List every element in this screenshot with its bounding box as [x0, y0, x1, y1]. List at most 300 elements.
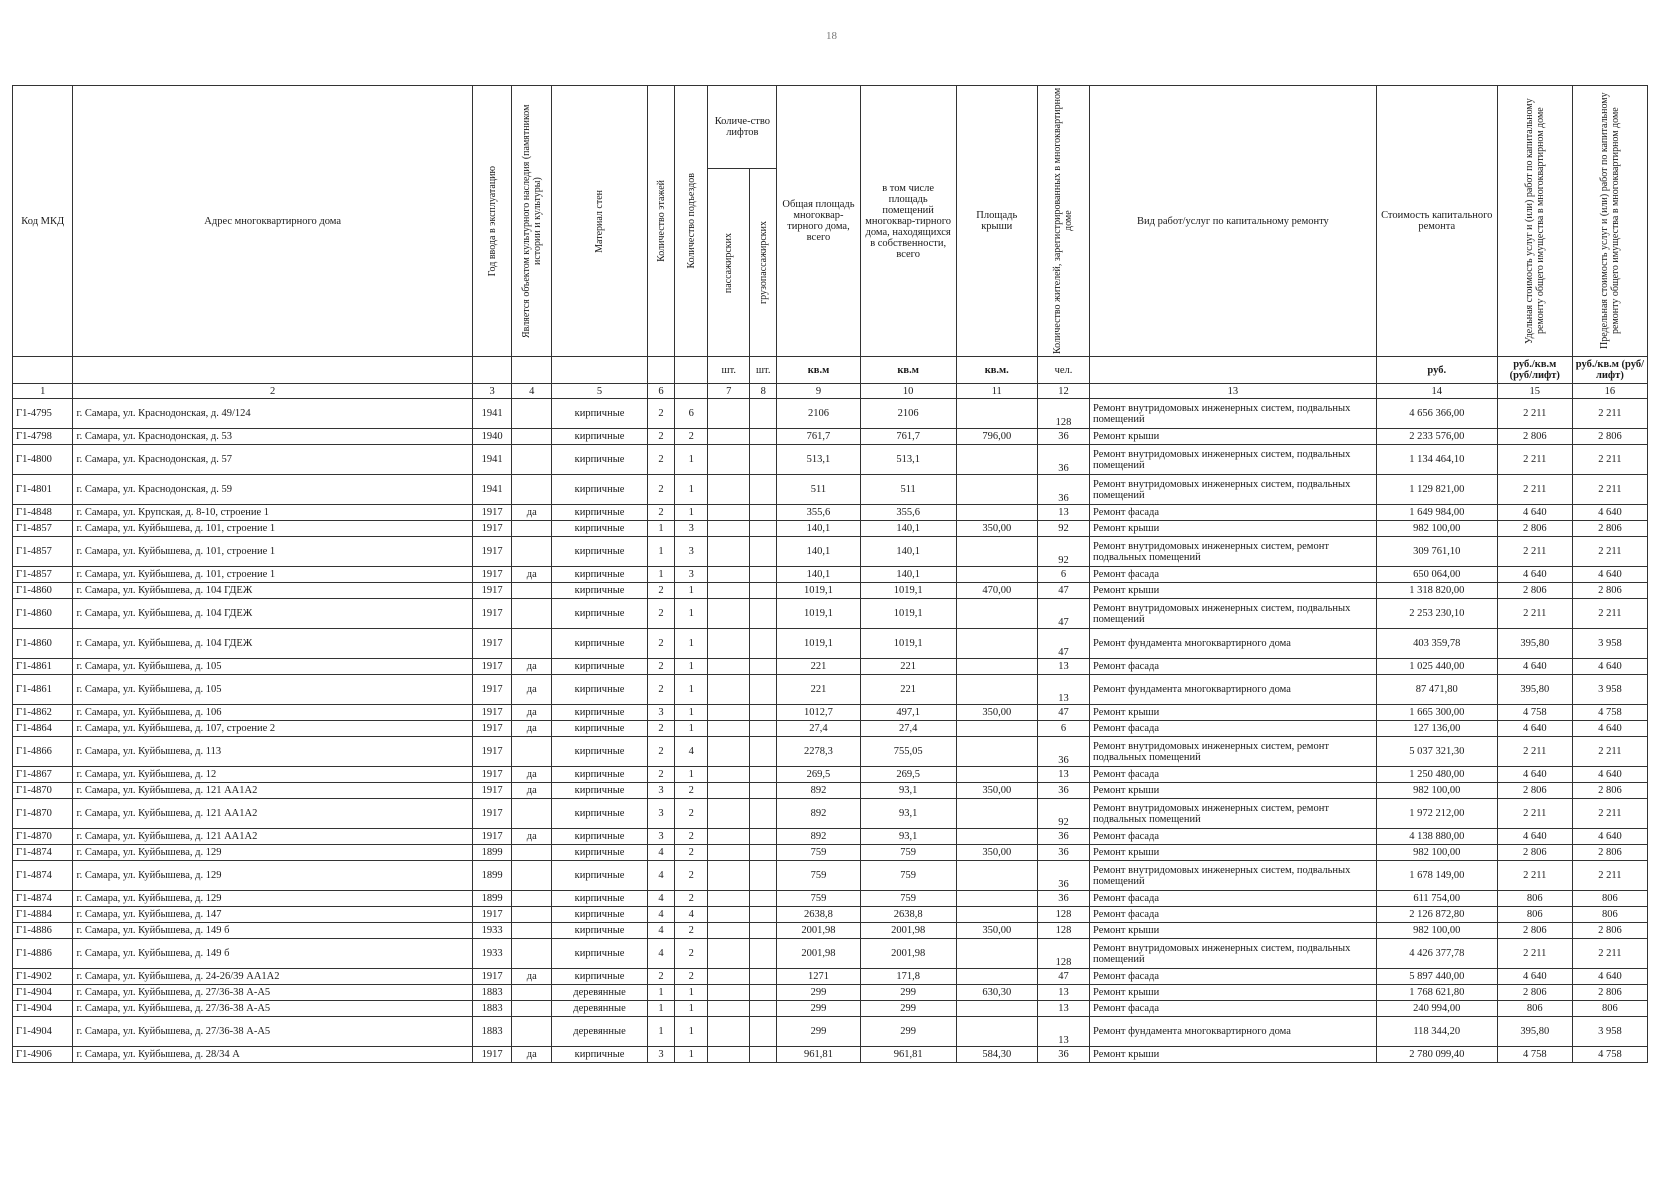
cell-unit-cost: 806	[1497, 907, 1572, 923]
cell-entrances: 2	[675, 845, 708, 861]
cell-year: 1941	[472, 445, 512, 475]
cell-code: Г1-4800	[13, 445, 73, 475]
cell-roof-area	[956, 445, 1037, 475]
cell-address: г. Самара, ул. Куйбышева, д. 121 АА1А2	[73, 783, 472, 799]
cell-roof-area: 630,30	[956, 985, 1037, 1001]
cell-floors: 4	[647, 891, 674, 907]
cell-lifts-passenger	[708, 583, 750, 599]
cell-total-area: 892	[777, 783, 860, 799]
cell-year: 1917	[472, 829, 512, 845]
cell-lifts-cargo	[750, 599, 777, 629]
cell-heritage: да	[512, 767, 552, 783]
cell-lifts-cargo	[750, 969, 777, 985]
cell-owned-area: 93,1	[860, 829, 956, 845]
cell-floors: 2	[647, 429, 674, 445]
cell-lifts-passenger	[708, 907, 750, 923]
cell-unit-cost: 2 806	[1497, 783, 1572, 799]
col-work-type-header: Вид работ/услуг по капитальному ремонту	[1090, 86, 1377, 357]
cell-work-type: Ремонт внутридомовых инженерных систем, подвальных помещений	[1090, 475, 1377, 505]
cell-work-type: Ремонт фасада	[1090, 659, 1377, 675]
cell-roof-area: 350,00	[956, 923, 1037, 939]
cell-max-cost: 2 806	[1572, 583, 1647, 599]
cell-residents: 128	[1037, 399, 1089, 429]
cell-year: 1917	[472, 1047, 512, 1063]
cell-roof-area	[956, 939, 1037, 969]
cell-unit-cost: 2 806	[1497, 429, 1572, 445]
cell-residents: 36	[1037, 829, 1089, 845]
table-row	[13, 721, 1648, 737]
cell-address: г. Самара, ул. Краснодонская, д. 49/124	[73, 399, 472, 429]
cell-material: кирпичные	[552, 429, 648, 445]
cell-year: 1917	[472, 907, 512, 923]
table-row	[13, 429, 1648, 445]
cell-heritage: да	[512, 969, 552, 985]
cell-owned-area: 759	[860, 891, 956, 907]
cell-code: Г1-4904	[13, 1001, 73, 1017]
cell-roof-area	[956, 399, 1037, 429]
cell-work-type: Ремонт внутридомовых инженерных систем, ремонт подвальных помещений	[1090, 537, 1377, 567]
table-row	[13, 599, 1648, 629]
cell-year: 1917	[472, 705, 512, 721]
cell-total-area: 1019,1	[777, 599, 860, 629]
cell-owned-area: 755,05	[860, 737, 956, 767]
cell-code: Г1-4848	[13, 505, 73, 521]
cell-heritage	[512, 629, 552, 659]
cell-entrances: 4	[675, 907, 708, 923]
cell-floors: 2	[647, 583, 674, 599]
cell-work-type: Ремонт фундамента многоквартирного дома	[1090, 1017, 1377, 1047]
cell-lifts-cargo	[750, 399, 777, 429]
table-row	[13, 985, 1648, 1001]
cell-lifts-cargo	[750, 845, 777, 861]
cell-max-cost: 2 806	[1572, 845, 1647, 861]
cell-lifts-cargo	[750, 567, 777, 583]
cell-owned-area: 2638,8	[860, 907, 956, 923]
cell-lifts-passenger	[708, 767, 750, 783]
cell-year: 1941	[472, 399, 512, 429]
cell-work-type: Ремонт крыши	[1090, 783, 1377, 799]
cell-work-type: Ремонт фасада	[1090, 567, 1377, 583]
cell-work-type: Ремонт фундамента многоквартирного дома	[1090, 629, 1377, 659]
cell-address: г. Самара, ул. Краснодонская, д. 57	[73, 445, 472, 475]
cell-material: деревянные	[552, 1017, 648, 1047]
cell-heritage	[512, 907, 552, 923]
cell-year: 1917	[472, 659, 512, 675]
cell-owned-area: 299	[860, 1017, 956, 1047]
cell-total-area: 2106	[777, 399, 860, 429]
cell-floors: 2	[647, 399, 674, 429]
cell-cost: 982 100,00	[1376, 783, 1497, 799]
cell-residents: 36	[1037, 861, 1089, 891]
cell-total-area: 2638,8	[777, 907, 860, 923]
cell-owned-area: 221	[860, 659, 956, 675]
table-row	[13, 799, 1648, 829]
cell-unit-cost: 2 806	[1497, 985, 1572, 1001]
cell-address: г. Самара, ул. Куйбышева, д. 113	[73, 737, 472, 767]
cell-entrances: 2	[675, 939, 708, 969]
cell-max-cost: 2 211	[1572, 475, 1647, 505]
cell-material: кирпичные	[552, 599, 648, 629]
cell-unit-cost: 2 211	[1497, 537, 1572, 567]
cell-cost: 982 100,00	[1376, 521, 1497, 537]
cell-work-type: Ремонт крыши	[1090, 985, 1377, 1001]
cell-code: Г1-4874	[13, 891, 73, 907]
cell-unit-cost: 2 211	[1497, 399, 1572, 429]
cell-work-type: Ремонт крыши	[1090, 521, 1377, 537]
cell-lifts-passenger	[708, 799, 750, 829]
cell-lifts-passenger	[708, 969, 750, 985]
cell-work-type: Ремонт фасада	[1090, 891, 1377, 907]
table-row	[13, 923, 1648, 939]
cell-entrances: 6	[675, 399, 708, 429]
cell-material: кирпичные	[552, 521, 648, 537]
cell-year: 1899	[472, 891, 512, 907]
cell-total-area: 27,4	[777, 721, 860, 737]
cell-heritage	[512, 939, 552, 969]
cell-year: 1899	[472, 861, 512, 891]
col-cost-header: Стоимость капитального ремонта	[1376, 86, 1497, 357]
cell-max-cost: 2 806	[1572, 923, 1647, 939]
cell-year: 1940	[472, 429, 512, 445]
cell-max-cost: 2 806	[1572, 985, 1647, 1001]
cell-material: кирпичные	[552, 505, 648, 521]
cell-unit-cost: 4 640	[1497, 829, 1572, 845]
cell-entrances: 1	[675, 583, 708, 599]
cell-lifts-passenger	[708, 659, 750, 675]
cell-residents: 92	[1037, 537, 1089, 567]
table-row	[13, 659, 1648, 675]
cell-heritage: да	[512, 567, 552, 583]
cell-max-cost: 2 211	[1572, 861, 1647, 891]
cell-roof-area	[956, 537, 1037, 567]
col-address-header: Адрес многоквартирного дома	[73, 86, 472, 357]
cell-owned-area: 355,6	[860, 505, 956, 521]
cell-lifts-cargo	[750, 675, 777, 705]
cell-cost: 2 233 576,00	[1376, 429, 1497, 445]
cell-entrances: 4	[675, 737, 708, 767]
cell-work-type: Ремонт внутридомовых инженерных систем, подвальных помещений	[1090, 861, 1377, 891]
cell-address: г. Самара, ул. Куйбышева, д. 129	[73, 861, 472, 891]
cell-entrances: 1	[675, 599, 708, 629]
cell-total-area: 759	[777, 891, 860, 907]
cell-lifts-cargo	[750, 891, 777, 907]
cell-work-type: Ремонт внутридомовых инженерных систем, подвальных помещений	[1090, 445, 1377, 475]
cell-owned-area: 759	[860, 845, 956, 861]
cell-lifts-passenger	[708, 537, 750, 567]
cell-lifts-passenger	[708, 399, 750, 429]
cell-entrances: 1	[675, 705, 708, 721]
table-row	[13, 1047, 1648, 1063]
cell-heritage	[512, 599, 552, 629]
cell-cost: 4 138 880,00	[1376, 829, 1497, 845]
cell-roof-area	[956, 599, 1037, 629]
cell-year: 1917	[472, 737, 512, 767]
cell-roof-area	[956, 1001, 1037, 1017]
cell-year: 1917	[472, 767, 512, 783]
cell-address: г. Самара, ул. Краснодонская, д. 59	[73, 475, 472, 505]
col-heritage-header: Является объектом культурного наследия (памятником истории и культуры)	[512, 86, 552, 357]
cell-entrances: 2	[675, 783, 708, 799]
cell-lifts-cargo	[750, 861, 777, 891]
cell-code: Г1-4874	[13, 845, 73, 861]
cell-max-cost: 3 958	[1572, 629, 1647, 659]
cell-material: кирпичные	[552, 783, 648, 799]
cell-material: кирпичные	[552, 891, 648, 907]
cell-lifts-passenger	[708, 567, 750, 583]
column-numbers-row: 1 2 3 4 5 6 7 8 9 10 11 12 13 14 15 16	[13, 384, 1648, 399]
cell-code: Г1-4861	[13, 659, 73, 675]
cell-code: Г1-4904	[13, 985, 73, 1001]
cell-owned-area: 1019,1	[860, 583, 956, 599]
cell-material: кирпичные	[552, 969, 648, 985]
cell-max-cost: 806	[1572, 1001, 1647, 1017]
cell-residents: 36	[1037, 445, 1089, 475]
cell-floors: 1	[647, 521, 674, 537]
cell-unit-cost: 2 211	[1497, 475, 1572, 505]
cell-floors: 2	[647, 629, 674, 659]
cell-address: г. Самара, ул. Куйбышева, д. 147	[73, 907, 472, 923]
cell-heritage: да	[512, 705, 552, 721]
cell-max-cost: 4 640	[1572, 505, 1647, 521]
cell-residents: 36	[1037, 429, 1089, 445]
cell-cost: 1 129 821,00	[1376, 475, 1497, 505]
cell-work-type: Ремонт внутридомовых инженерных систем, ремонт подвальных помещений	[1090, 799, 1377, 829]
cell-code: Г1-4864	[13, 721, 73, 737]
cell-lifts-passenger	[708, 861, 750, 891]
cell-lifts-cargo	[750, 721, 777, 737]
cell-address: г. Самара, ул. Куйбышева, д. 12	[73, 767, 472, 783]
col-lifts-header: Количе-ство лифтов	[708, 86, 777, 169]
cell-entrances: 1	[675, 675, 708, 705]
cell-lifts-cargo	[750, 939, 777, 969]
cell-code: Г1-4861	[13, 675, 73, 705]
cell-unit-cost: 2 211	[1497, 799, 1572, 829]
cell-heritage	[512, 475, 552, 505]
cell-lifts-passenger	[708, 939, 750, 969]
cell-lifts-passenger	[708, 891, 750, 907]
cell-entrances: 1	[675, 767, 708, 783]
cell-year: 1917	[472, 521, 512, 537]
cell-cost: 1 665 300,00	[1376, 705, 1497, 721]
cell-material: кирпичные	[552, 399, 648, 429]
cell-roof-area: 350,00	[956, 845, 1037, 861]
cell-work-type: Ремонт фасада	[1090, 505, 1377, 521]
cell-roof-area: 584,30	[956, 1047, 1037, 1063]
cell-lifts-cargo	[750, 985, 777, 1001]
table-row	[13, 629, 1648, 659]
cell-entrances: 1	[675, 659, 708, 675]
cell-owned-area: 93,1	[860, 799, 956, 829]
cell-max-cost: 4 640	[1572, 969, 1647, 985]
cell-lifts-cargo	[750, 445, 777, 475]
cell-entrances: 2	[675, 799, 708, 829]
cell-year: 1933	[472, 939, 512, 969]
cell-material: кирпичные	[552, 583, 648, 599]
cell-lifts-passenger	[708, 721, 750, 737]
cell-residents: 92	[1037, 521, 1089, 537]
cell-total-area: 892	[777, 799, 860, 829]
cell-heritage	[512, 399, 552, 429]
cell-total-area: 299	[777, 1017, 860, 1047]
table-row	[13, 767, 1648, 783]
cell-roof-area: 796,00	[956, 429, 1037, 445]
col-residents-header: Количество жителей, зарегистрированных в многоквартирном доме	[1037, 86, 1089, 357]
cell-lifts-passenger	[708, 1017, 750, 1047]
cell-floors: 2	[647, 721, 674, 737]
table-row	[13, 861, 1648, 891]
cell-code: Г1-4798	[13, 429, 73, 445]
cell-code: Г1-4902	[13, 969, 73, 985]
cell-entrances: 3	[675, 537, 708, 567]
cell-entrances: 2	[675, 861, 708, 891]
cell-unit-cost: 2 806	[1497, 521, 1572, 537]
cell-lifts-passenger	[708, 783, 750, 799]
cell-cost: 1 972 212,00	[1376, 799, 1497, 829]
cell-residents: 36	[1037, 783, 1089, 799]
cell-unit-cost: 395,80	[1497, 1017, 1572, 1047]
cell-total-area: 221	[777, 659, 860, 675]
cell-owned-area: 140,1	[860, 567, 956, 583]
cell-total-area: 511	[777, 475, 860, 505]
cell-cost: 87 471,80	[1376, 675, 1497, 705]
cell-total-area: 2001,98	[777, 923, 860, 939]
cell-floors: 2	[647, 675, 674, 705]
cell-lifts-cargo	[750, 629, 777, 659]
cell-unit-cost: 4 640	[1497, 505, 1572, 521]
cell-material: кирпичные	[552, 659, 648, 675]
table-row	[13, 783, 1648, 799]
cell-cost: 1 134 464,10	[1376, 445, 1497, 475]
cell-cost: 650 064,00	[1376, 567, 1497, 583]
cell-cost: 2 126 872,80	[1376, 907, 1497, 923]
cell-lifts-cargo	[750, 1001, 777, 1017]
cell-material: кирпичные	[552, 445, 648, 475]
cell-lifts-passenger	[708, 629, 750, 659]
cell-heritage	[512, 429, 552, 445]
cell-address: г. Самара, ул. Крупская, д. 8-10, строение 1	[73, 505, 472, 521]
cell-lifts-passenger	[708, 737, 750, 767]
cell-roof-area: 350,00	[956, 705, 1037, 721]
table-row	[13, 583, 1648, 599]
cell-heritage: да	[512, 1047, 552, 1063]
cell-residents: 13	[1037, 505, 1089, 521]
cell-unit-cost: 395,80	[1497, 675, 1572, 705]
col-material-header: Материал стен	[552, 86, 648, 357]
cell-work-type: Ремонт крыши	[1090, 705, 1377, 721]
cell-work-type: Ремонт фасада	[1090, 907, 1377, 923]
cell-total-area: 892	[777, 829, 860, 845]
cell-roof-area	[956, 861, 1037, 891]
cell-heritage	[512, 861, 552, 891]
cell-lifts-cargo	[750, 907, 777, 923]
cell-code: Г1-4870	[13, 783, 73, 799]
cell-cost: 982 100,00	[1376, 923, 1497, 939]
cell-floors: 3	[647, 783, 674, 799]
col-lifts-cargo-header: грузопассажирских	[750, 169, 777, 357]
cell-lifts-passenger	[708, 1001, 750, 1017]
cell-entrances: 1	[675, 505, 708, 521]
cell-code: Г1-4886	[13, 939, 73, 969]
cell-max-cost: 3 958	[1572, 1017, 1647, 1047]
cell-cost: 118 344,20	[1376, 1017, 1497, 1047]
cell-cost: 1 250 480,00	[1376, 767, 1497, 783]
table-row	[13, 445, 1648, 475]
cell-code: Г1-4870	[13, 799, 73, 829]
cell-heritage: да	[512, 829, 552, 845]
cell-total-area: 759	[777, 845, 860, 861]
cell-owned-area: 2106	[860, 399, 956, 429]
table-row	[13, 567, 1648, 583]
cell-cost: 1 649 984,00	[1376, 505, 1497, 521]
cell-entrances: 1	[675, 1047, 708, 1063]
cell-address: г. Самара, ул. Куйбышева, д. 104 ГДЕЖ	[73, 599, 472, 629]
cell-lifts-passenger	[708, 845, 750, 861]
cell-residents: 47	[1037, 599, 1089, 629]
cell-residents: 6	[1037, 721, 1089, 737]
cell-cost: 1 318 820,00	[1376, 583, 1497, 599]
table-row	[13, 1001, 1648, 1017]
cell-material: кирпичные	[552, 1047, 648, 1063]
page-number: 18	[826, 30, 837, 42]
cell-heritage	[512, 521, 552, 537]
col-max-cost-header: Предельная стоимость услуг и (или) работ по капитальному ремонту общего имущества в многоквартирном доме	[1572, 86, 1647, 357]
cell-roof-area	[956, 567, 1037, 583]
cell-floors: 1	[647, 537, 674, 567]
cell-work-type: Ремонт фасада	[1090, 969, 1377, 985]
cell-floors: 4	[647, 861, 674, 891]
cell-lifts-cargo	[750, 505, 777, 521]
cell-address: г. Самара, ул. Куйбышева, д. 104 ГДЕЖ	[73, 583, 472, 599]
cell-max-cost: 2 211	[1572, 939, 1647, 969]
cell-year: 1917	[472, 783, 512, 799]
cell-total-area: 269,5	[777, 767, 860, 783]
cell-max-cost: 4 758	[1572, 705, 1647, 721]
cell-residents: 13	[1037, 675, 1089, 705]
cell-cost: 309 761,10	[1376, 537, 1497, 567]
cell-cost: 2 253 230,10	[1376, 599, 1497, 629]
cell-unit-cost: 2 211	[1497, 445, 1572, 475]
cell-unit-cost: 4 640	[1497, 767, 1572, 783]
cell-year: 1917	[472, 567, 512, 583]
cell-roof-area	[956, 675, 1037, 705]
cell-roof-area	[956, 969, 1037, 985]
cell-lifts-passenger	[708, 445, 750, 475]
cell-heritage	[512, 985, 552, 1001]
cell-total-area: 1271	[777, 969, 860, 985]
cell-address: г. Самара, ул. Куйбышева, д. 105	[73, 675, 472, 705]
cell-address: г. Самара, ул. Куйбышева, д. 27/36-38 А-А5	[73, 1017, 472, 1047]
cell-owned-area: 221	[860, 675, 956, 705]
cell-owned-area: 2001,98	[860, 923, 956, 939]
cell-residents: 36	[1037, 891, 1089, 907]
cell-owned-area: 759	[860, 861, 956, 891]
cell-material: кирпичные	[552, 939, 648, 969]
table-row	[13, 1017, 1648, 1047]
cell-address: г. Самара, ул. Куйбышева, д. 24-26/39 АА1А2	[73, 969, 472, 985]
cell-lifts-cargo	[750, 923, 777, 939]
cell-max-cost: 2 211	[1572, 737, 1647, 767]
cell-residents: 13	[1037, 659, 1089, 675]
cell-owned-area: 1019,1	[860, 629, 956, 659]
cell-unit-cost: 4 640	[1497, 659, 1572, 675]
cell-residents: 36	[1037, 475, 1089, 505]
cell-cost: 4 426 377,78	[1376, 939, 1497, 969]
cell-floors: 4	[647, 845, 674, 861]
cell-max-cost: 3 958	[1572, 675, 1647, 705]
cell-roof-area	[956, 721, 1037, 737]
cell-year: 1917	[472, 629, 512, 659]
cell-year: 1883	[472, 985, 512, 1001]
